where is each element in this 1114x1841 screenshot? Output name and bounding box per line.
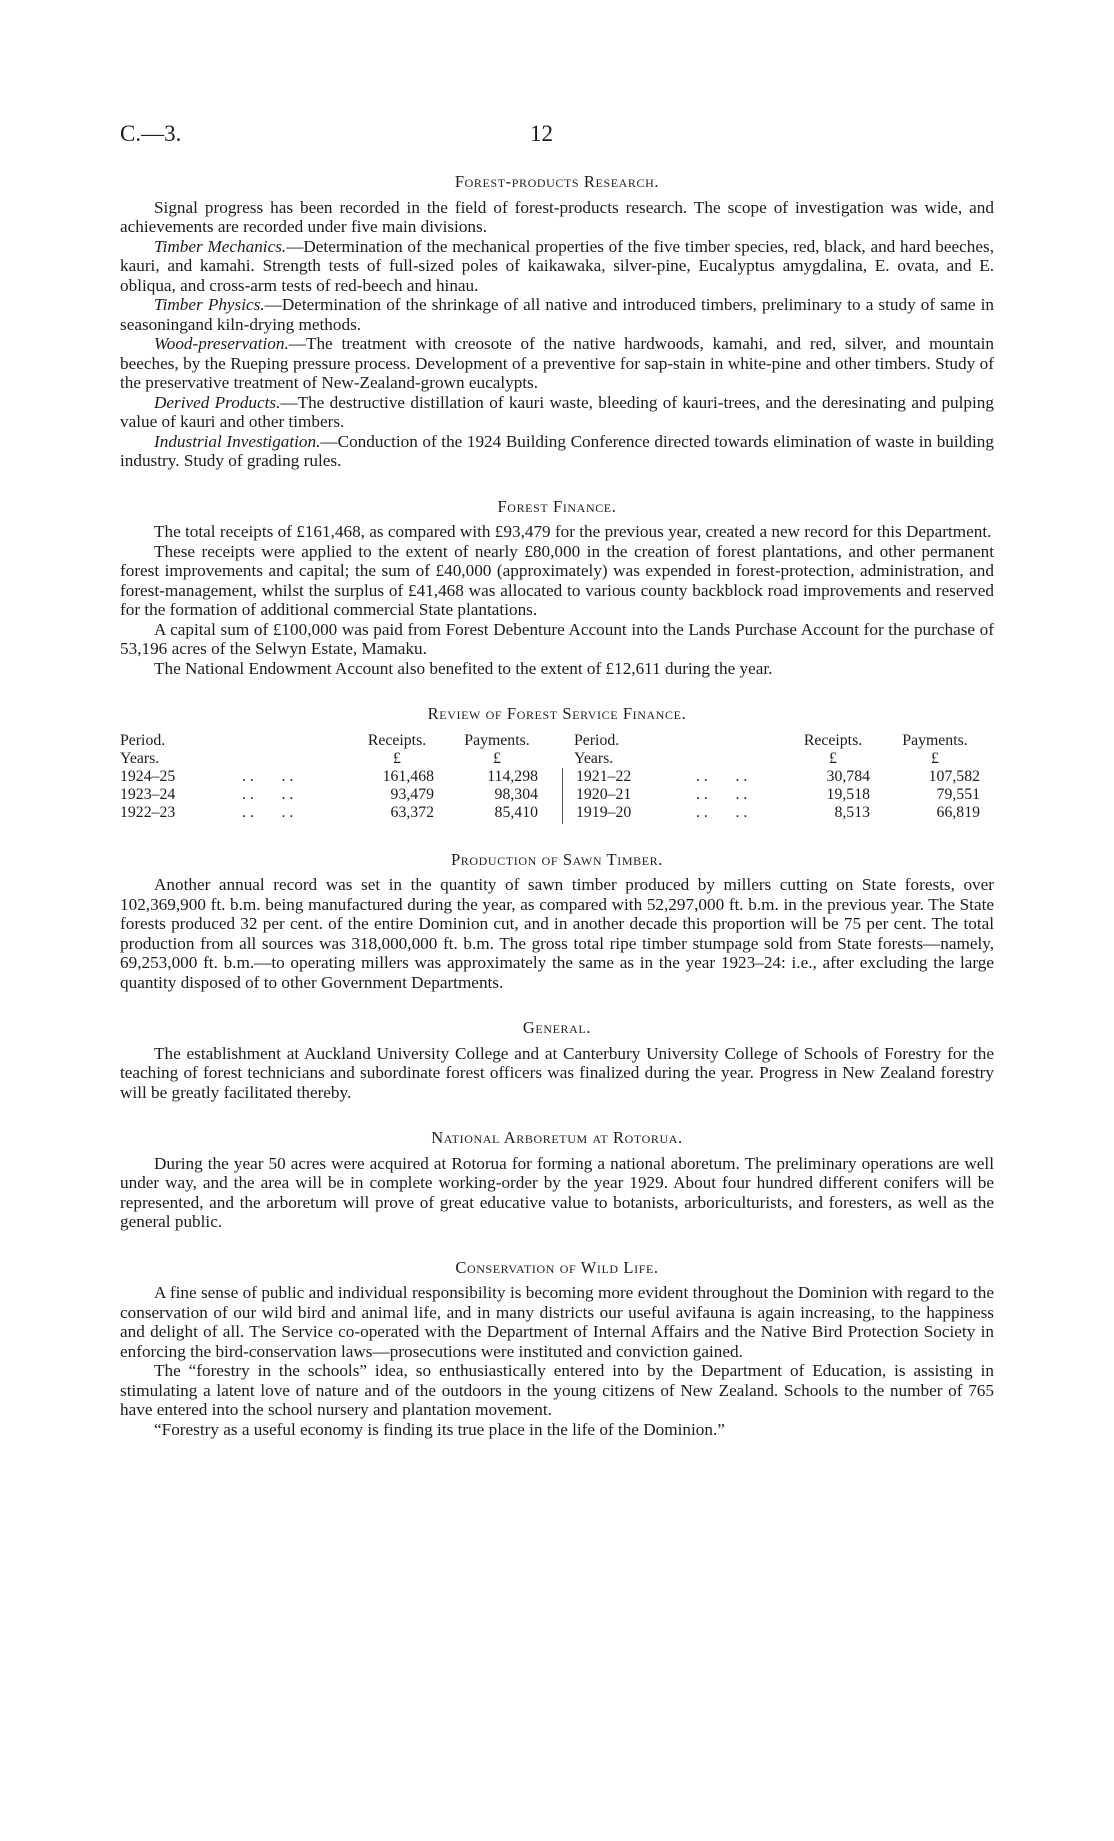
section-heading-research: Forest-products Research. bbox=[454, 172, 660, 191]
research-item: Wood-preservation.—The treatment with creosote of the native hardwoods, kamahi, and red, silver, and mountain beeches, by the Rueping pressure process. Development of a preventive for sap-stain in white-pine and other timbers. Study of the preservative treatment of New-Zealand-grown eucalypts. bbox=[120, 334, 994, 392]
arboretum-paragraph: During the year 50 acres were acquired at Rotorua for forming a national aboretum. The preliminary operations are well under way, and the area will be in complete working-order by the year 1929. About four hundred different conifers will be represented, and the arboretum will prove of great educative value to botanists, arboriculturists, and foresters, as well as the general public. bbox=[120, 1153, 994, 1231]
research-item: Industrial Investigation.—Conduction of the 1924 Building Conference directed towards elimination of waste in building industry. Study of grading rules. bbox=[120, 431, 994, 470]
research-item: Timber Physics.—Determination of the shrinkage of all native and introduced timbers, preliminary to a study of same in seasoningand kiln-drying methods. bbox=[120, 295, 994, 334]
finance-paragraph: These receipts were applied to the extent of nearly £80,000 in the creation of forest plantations, and other permanent forest improvements and capital; the sum of £40,000 (approximately) was expended in forest-protection, administration, and forest-management, whilst the surplus of £41,468 was allocated to various county backblock road improvements and reserved for the formation of additional commercial State plantations. bbox=[120, 541, 994, 619]
section-heading-arboretum: National Arboretum at Rotorua. bbox=[431, 1128, 683, 1147]
page-number: 12 bbox=[530, 121, 553, 146]
table-row: 1924–25 . . . . 161,468 114,298 1921–22 . . . . 30,784 107,582 bbox=[120, 767, 980, 785]
finance-paragraph: The total receipts of £161,468, as compared with £93,479 for the previous year, created a new record for this Department. bbox=[154, 522, 992, 541]
col-header-years-right: Years. bbox=[574, 749, 614, 767]
col-header-payments: Payments. bbox=[464, 731, 530, 749]
col-header-years: Years. bbox=[120, 749, 160, 767]
col-header-period: Period. bbox=[120, 731, 166, 749]
finance-paragraph: The National Endowment Account also benefited to the extent of £12,611 during the year. bbox=[154, 658, 773, 678]
finance-review-table bbox=[120, 732, 994, 824]
section-heading-sawn-timber: Production of Sawn Timber. bbox=[451, 849, 663, 869]
col-unit-receipts: £ bbox=[393, 749, 401, 767]
col-header-payments-right: Payments. bbox=[902, 731, 968, 749]
col-header-receipts-right: Receipts. bbox=[803, 731, 863, 749]
table-row: 1923–24 . . . . 93,479 98,304 1920–21 . . . . 19,518 79,551 bbox=[120, 785, 980, 803]
research-item: Derived Products.—The destructive distillation of kauri waste, bleeding of kauri-trees, and the deresinating and pulping value of kauri and other timbers. bbox=[120, 392, 994, 431]
general-paragraph: The establishment at Auckland University College and at Canterbury University College of Schools of Forestry for the teaching of forest technicians and subordinate forest officers was finalized during the year. Progress in New Zealand forestry will be greatly facilitated thereby. bbox=[120, 1043, 994, 1102]
section-heading-review: Review of Forest Service Finance. bbox=[427, 704, 687, 723]
wild-life-paragraph: The “forestry in the schools” idea, so enthusiastically entered into by the Department of Education, is assisting in stimulating a latent love of nature and of the outdoors in the young citizens of New Zealand. Schools to the number of 765 have entered into the school nursery and plantation movement. bbox=[120, 1361, 994, 1419]
finance-paragraph: A capital sum of £100,000 was paid from Forest Debenture Account into the Lands Purchase Account for the purchase of 53,196 acres of the Selwyn Estate, Mamaku. bbox=[120, 619, 994, 658]
section-heading-general: General. bbox=[522, 1018, 592, 1037]
research-intro: Signal progress has been recorded in the field of forest-products research. The scope of investigation was wide, and achievements are recorded under five main divisions. bbox=[120, 197, 994, 236]
sawn-timber-paragraph: Another annual record was set in the quantity of sawn timber produced by millers cutting on State forests, over 102,369,900 ft. b.m. being manufactured during the year, as compared with 52,297,000 ft. b.m. in the previous year. The State forests produced 32 per cent. of the entire Dominion cut, and in another decade this proportion will be 75 per cent. The total production from all sources was 318,000,000 ft. b.m. The gross total ripe timber stumpage sold from State forests—namely, 69,253,000 ft. b.m.—to operating millers was approximately the same as in the year 1923–24: i.e., after excluding the large quantity disposed of to other Government Departments. bbox=[120, 875, 994, 992]
page-body bbox=[120, 172, 994, 1439]
table-row: 1922–23 . . . . 63,372 85,410 1919–20 . . . . 8,513 66,819 bbox=[120, 803, 980, 821]
col-unit-payments-right: £ bbox=[931, 749, 939, 767]
table-header-row bbox=[120, 732, 994, 750]
report-series-code: C.—3. bbox=[120, 121, 182, 146]
section-heading-wild-life: Conservation of Wild Life. bbox=[455, 1257, 659, 1277]
wild-life-paragraph: A fine sense of public and individual responsibility is becoming more evident throughout the Dominion with regard to the conservation of our wild bird and animal life, and in many districts our useful avifauna is again increasing, to the happiness and delight of all. The Service co-operated with the Department of Internal Affairs and the Native Bird Protection Society in enforcing the bird-conservation laws—prosecutions were instituted and conviction gained. bbox=[120, 1283, 994, 1361]
section-heading-finance: Forest Finance. bbox=[497, 496, 617, 516]
col-header-period-right: Period. bbox=[574, 731, 620, 749]
research-item: Timber Mechanics.—Determination of the mechanical properties of the five timber species, red, black, and hard beeches, kauri, and kamahi. Strength tests of full-sized poles of kaikawaka, silver-pine, Eucalyptus amygdalina, E. ovata, and E. obliqua, and cross-arm tests of red-beech and hinau. bbox=[120, 236, 994, 295]
table-subheader-row bbox=[120, 750, 994, 768]
wild-life-quote: “Forestry as a useful economy is finding its true place in the life of the Dominion.” bbox=[154, 1419, 725, 1439]
table-body bbox=[120, 768, 994, 824]
col-unit-payments: £ bbox=[493, 749, 501, 767]
col-header-receipts: Receipts. bbox=[367, 731, 427, 749]
col-unit-receipts-right: £ bbox=[829, 749, 837, 767]
